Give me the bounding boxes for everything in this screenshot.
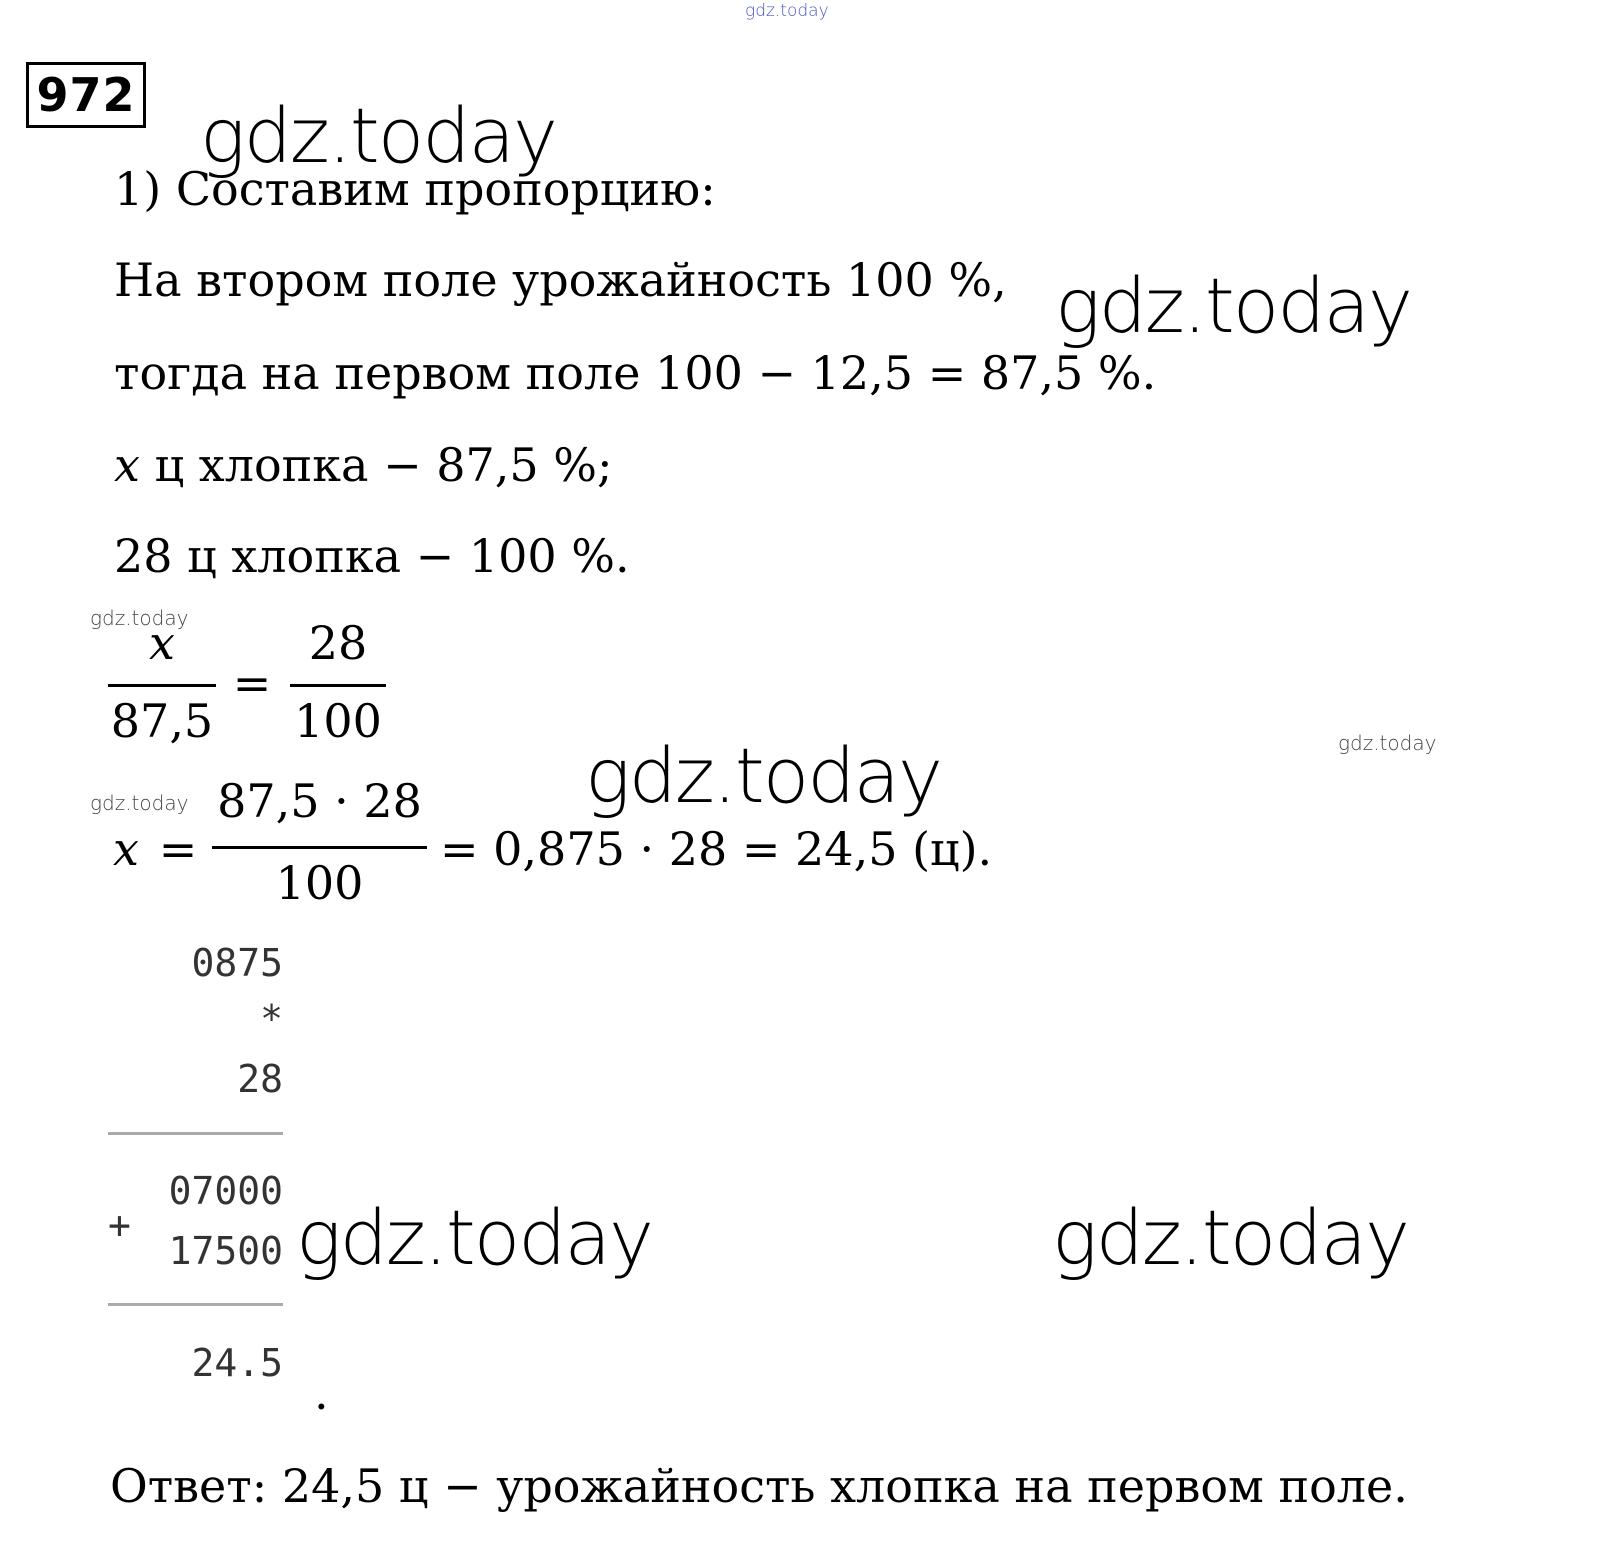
solution-variable: x xyxy=(113,822,139,876)
line-28: 28 ц хлопка − 100 %. xyxy=(114,529,630,583)
watermark-1: gdz.today xyxy=(200,91,556,180)
proportion-equals: = xyxy=(232,656,272,710)
mult-partial-1: 07000 xyxy=(168,1169,283,1213)
proportion-right-bar xyxy=(290,684,386,687)
watermark-small-3: gdz.today xyxy=(1338,731,1437,755)
proportion-right-denominator: 100 xyxy=(294,694,382,748)
proportion-left-numerator: x xyxy=(149,616,175,670)
line-first-field: тогда на первом поле 100 − 12,5 = 87,5 %. xyxy=(114,346,1157,400)
solution-denominator: 100 xyxy=(275,856,364,910)
line-x-rest: ц хлопка − 87,5 %; xyxy=(139,438,613,492)
solution-numerator: 87,5 · 28 xyxy=(217,774,422,828)
watermark-5: gdz.today xyxy=(1052,1193,1408,1282)
mult-plus: + xyxy=(108,1203,131,1247)
watermark-2: gdz.today xyxy=(1055,261,1411,350)
step1-heading: 1) Составим пропорцию: xyxy=(114,162,716,216)
watermark-3: gdz.today xyxy=(585,731,941,820)
answer: Ответ: 24,5 ц − урожайность хлопка на первом поле. xyxy=(110,1459,1408,1513)
mult-multiplier: 28 xyxy=(237,1057,283,1101)
watermark-small-1: gdz.today xyxy=(90,606,189,630)
line-second-field: На втором поле урожайность 100 %, xyxy=(114,253,1007,307)
proportion-left-bar xyxy=(108,684,216,687)
variable-x: x xyxy=(114,438,140,492)
mult-rule-2 xyxy=(108,1303,283,1306)
mult-operator: * xyxy=(260,997,283,1041)
line-x xyxy=(114,438,613,492)
solution-equals: = xyxy=(158,822,198,876)
proportion-right-numerator: 28 xyxy=(308,616,368,670)
solution-bar xyxy=(212,846,427,849)
mult-dot: . xyxy=(314,1366,329,1420)
watermark-top: gdz.today xyxy=(745,1,829,21)
watermark-small-2: gdz.today xyxy=(90,791,189,815)
mult-top: 0875 xyxy=(191,941,283,985)
mult-result: 24.5 xyxy=(191,1341,283,1385)
mult-partial-2: 17500 xyxy=(168,1229,283,1273)
mult-rule-1 xyxy=(108,1132,283,1135)
watermark-4: gdz.today xyxy=(296,1193,652,1282)
proportion-left-denominator: 87,5 xyxy=(110,694,214,748)
solution-rest: = 0,875 · 28 = 24,5 (ц). xyxy=(440,822,993,876)
problem-number: 972 xyxy=(26,62,146,128)
